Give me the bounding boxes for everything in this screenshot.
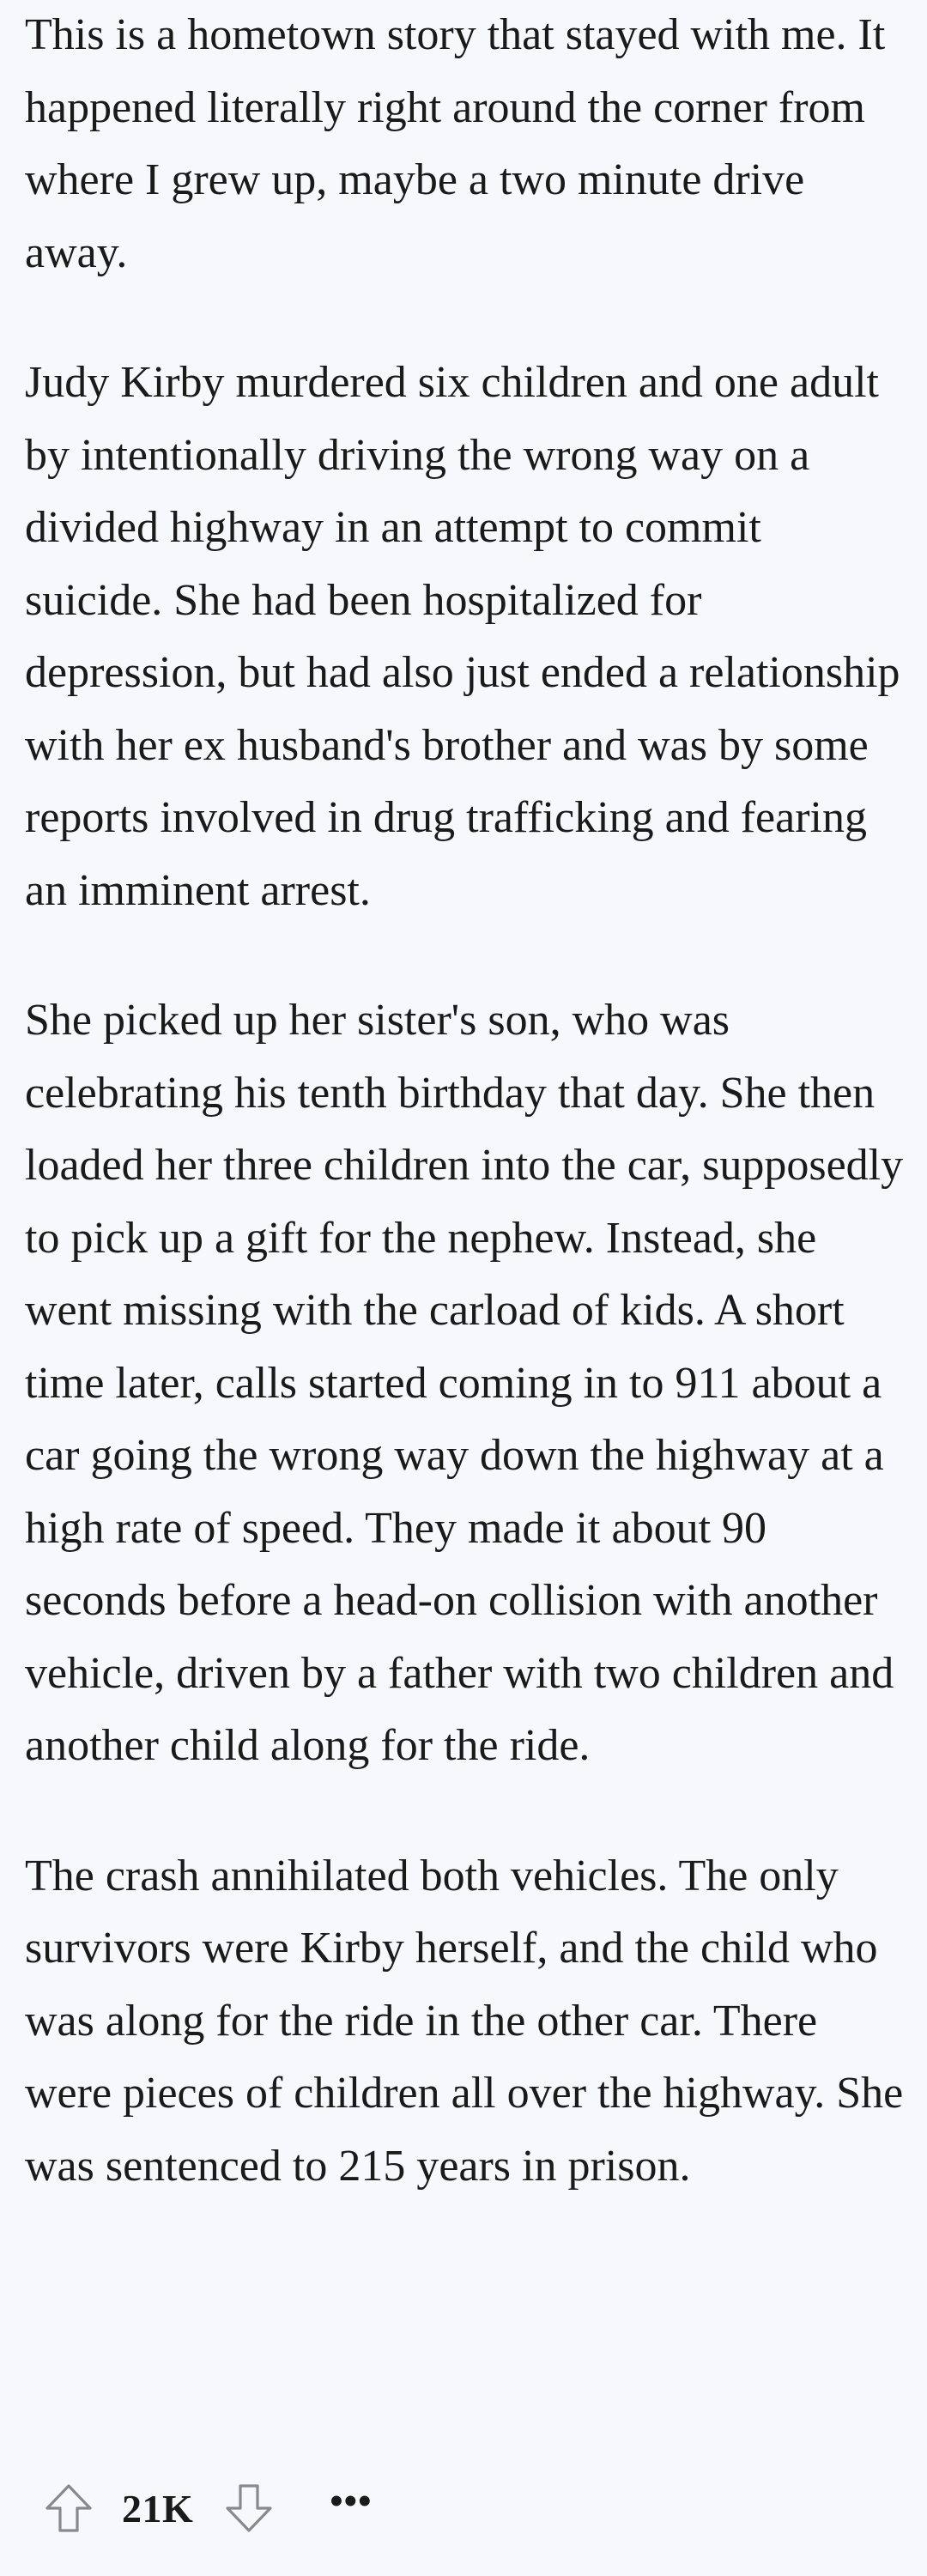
arrow-down-outline-icon	[223, 2482, 275, 2534]
arrow-up-outline-icon	[43, 2482, 94, 2534]
more-options-button[interactable]: •••	[330, 2480, 373, 2522]
upvote-button[interactable]	[41, 2481, 96, 2536]
post-paragraph: The crash annihilated both vehicles. The only survivors were Kirby herself, and the child who was along for the ride in the other car. There were pieces of children all over the highway. She was sentenced to 215 years in prison.	[25, 1851, 904, 2191]
vote-count: 21K	[122, 2486, 194, 2531]
post-actions-bar	[41, 2474, 373, 2543]
post-paragraph: This is a hometown story that stayed with me. It happened literally right around the corner from where I grew up, maybe a two minute drive away.	[25, 10, 886, 277]
post-paragraph: She picked up her sister's son, who was celebrating his tenth birthday that day. She then loaded her three children into the car, supposedly to pick up a gift for the nephew. Instead, she went missing with the carload of kids. A short time later, calls started coming in to 911 about a car going the wrong way down the highway at a high rate of speed. They made it about 90 seconds before a head-on collision with another vehicle, driven by a father with two children and another child along for the ride.	[25, 996, 904, 1770]
post-body	[25, 0, 909, 2260]
post-paragraph: Judy Kirby murdered six children and one adult by intentionally driving the wrong way on a divided highway in an attempt to commit suicide. She had been hospitalized for depression, but had also just ended a relationship with her ex husband's brother and was by some reports involved in drug trafficking and fearing an imminent arrest.	[25, 358, 900, 915]
downvote-button[interactable]	[221, 2481, 276, 2536]
